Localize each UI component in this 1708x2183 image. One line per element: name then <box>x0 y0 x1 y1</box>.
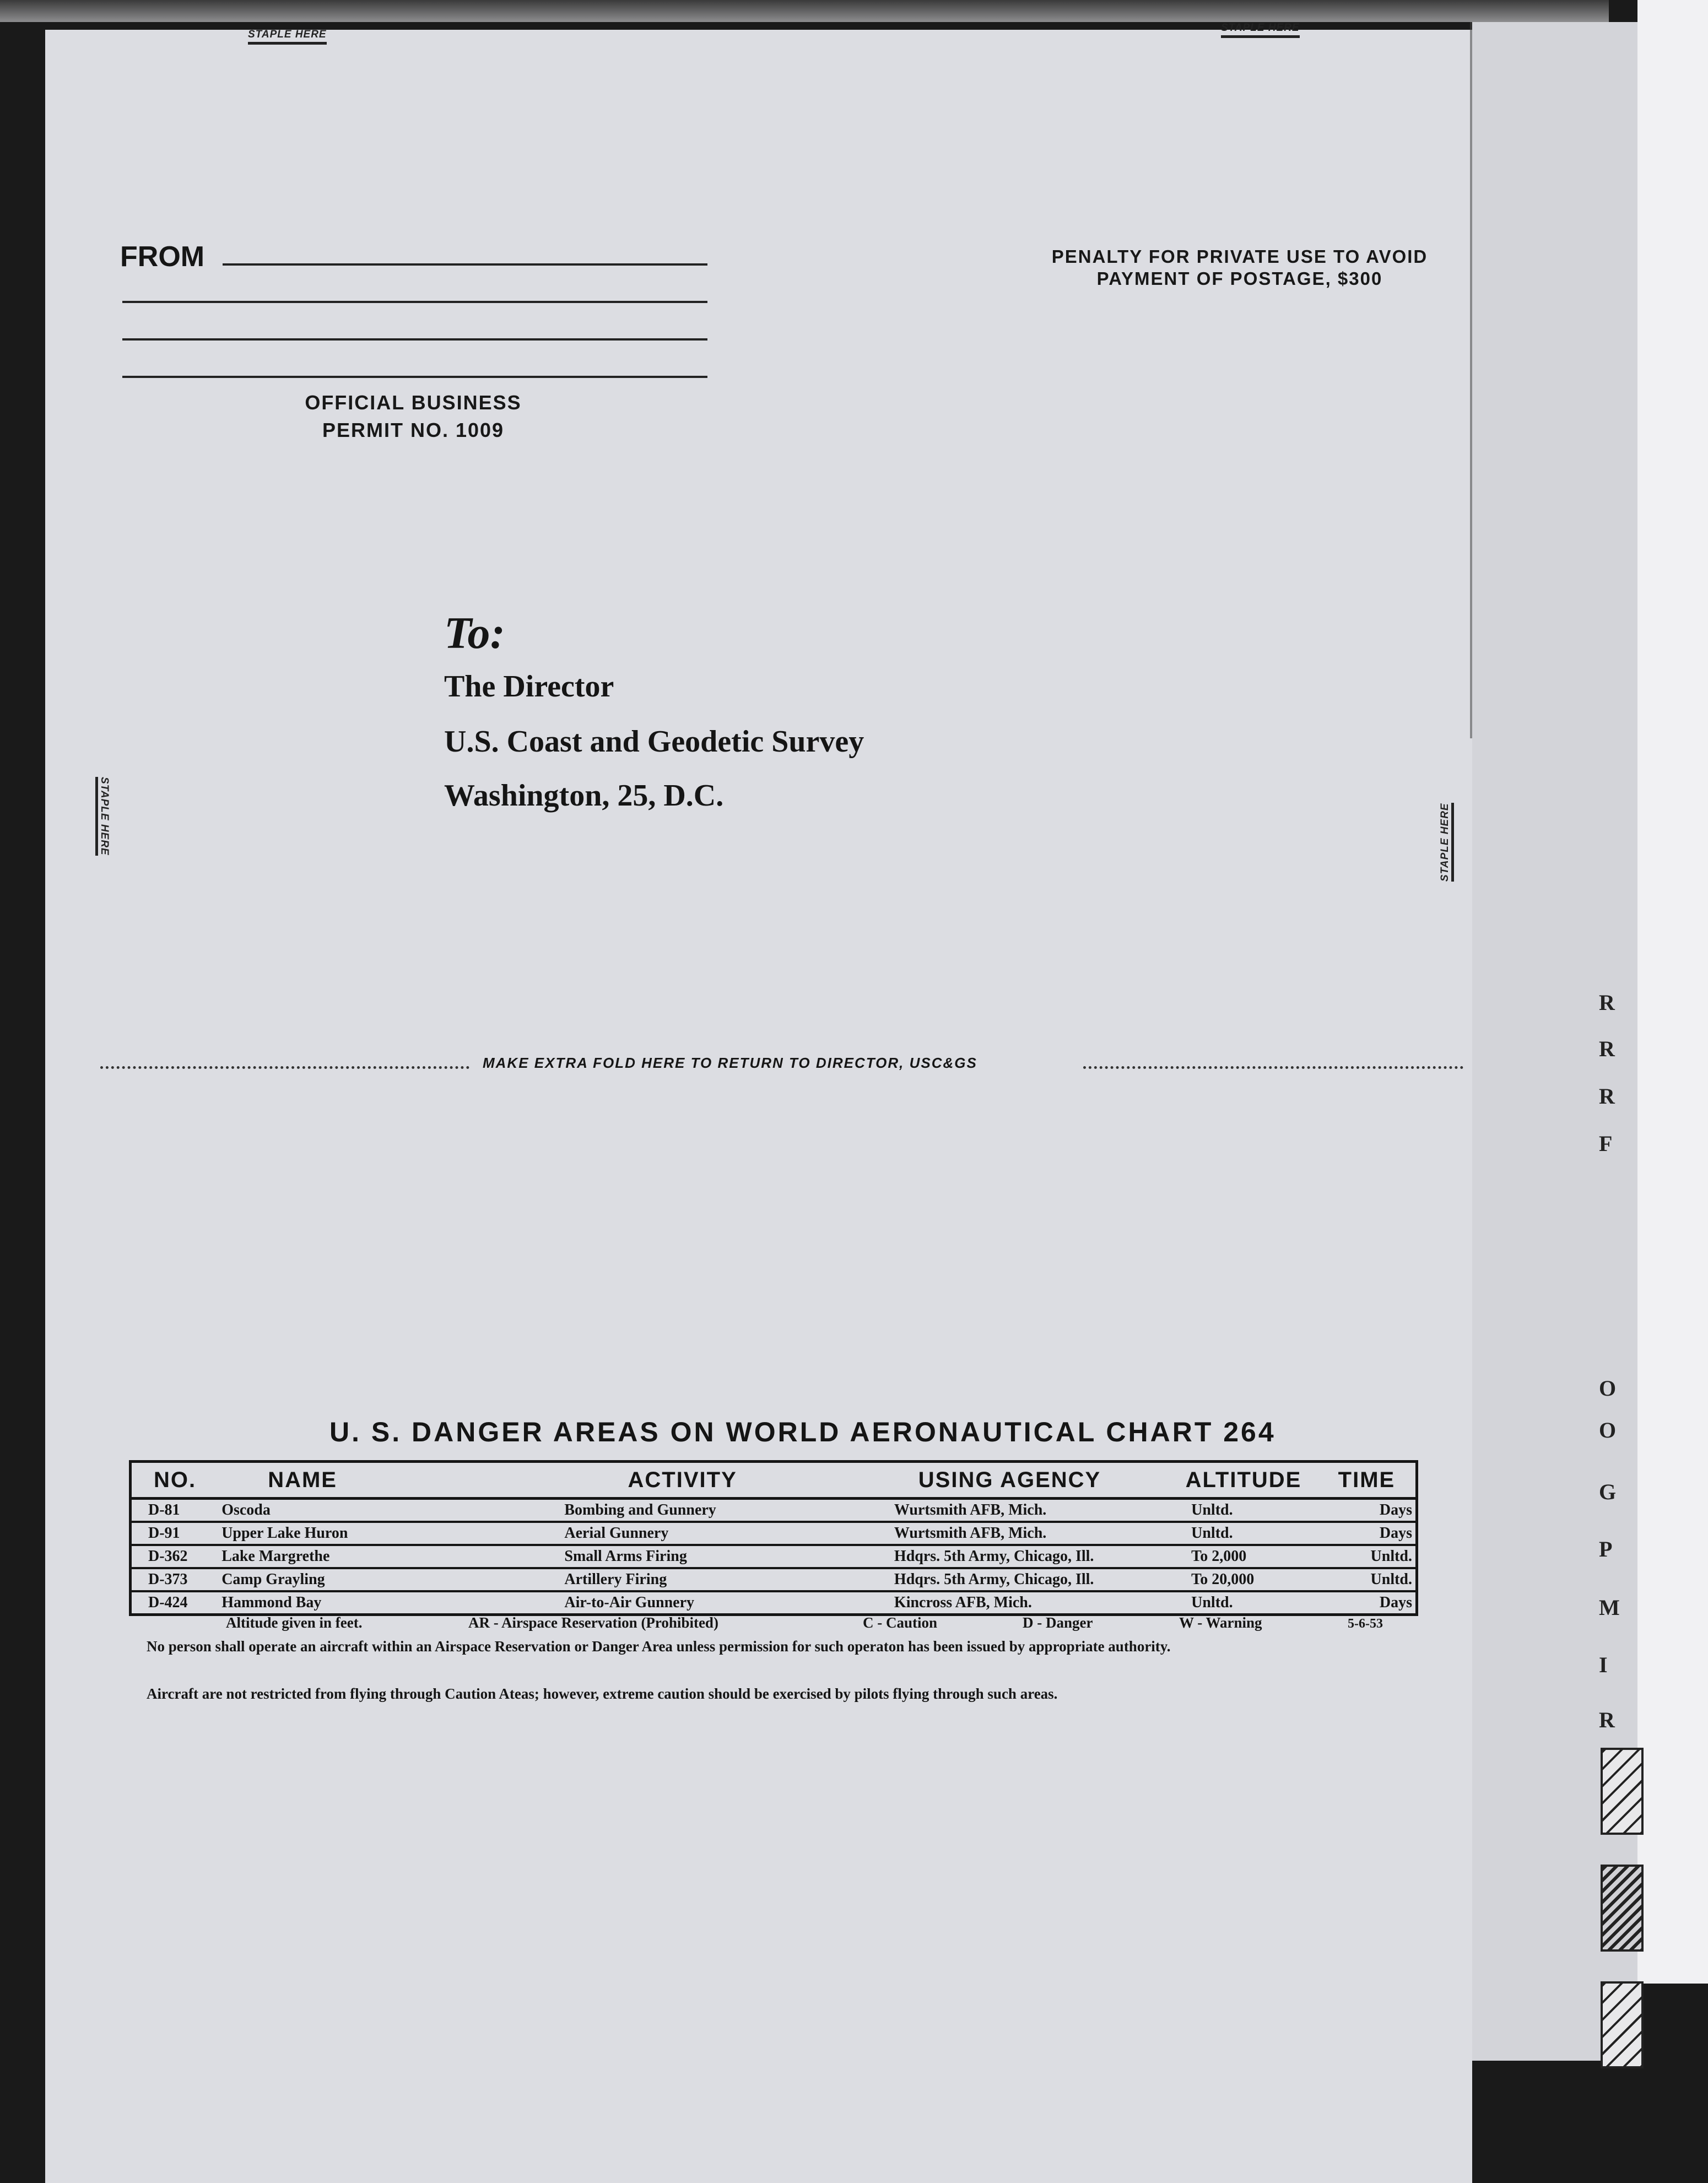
official-business-label: OFFICIAL BUSINESS <box>305 391 522 414</box>
legend-caution: C - Caution <box>863 1614 938 1631</box>
from-line-4 <box>122 376 707 378</box>
table-row <box>131 1545 1417 1568</box>
header-time: TIME <box>1318 1462 1417 1499</box>
legend-altitude: Altitude given in feet. <box>226 1614 363 1631</box>
fold-instruction: MAKE EXTRA FOLD HERE TO RETURN TO DIRECTOR, USC&GS <box>477 1055 983 1072</box>
right-strip-letter: R <box>1599 1036 1615 1061</box>
from-line-3 <box>122 338 707 341</box>
right-strip-letter: I <box>1599 1652 1608 1677</box>
cell-activity: Aerial Gunnery <box>515 1522 850 1545</box>
note-permission: No person shall operate an aircraft within an Airspace Reservation or Danger Area unless permission for such operaton has been issued by appropriate authority. <box>147 1638 1171 1655</box>
cell-agency: Kincross AFB, Mich. <box>894 1594 1032 1611</box>
table-row <box>131 1591 1417 1615</box>
address-line-2: U.S. Coast and Geodetic Survey <box>444 725 864 759</box>
penalty-line-1: PENALTY FOR PRIVATE USE TO AVOID <box>1051 246 1428 267</box>
from-line-1 <box>223 263 707 266</box>
header-no: NO. <box>131 1462 219 1499</box>
hatched-swatch <box>1601 1981 1644 2068</box>
cell-time: Days <box>1318 1522 1417 1545</box>
right-strip-letter: R <box>1599 1708 1615 1732</box>
right-strip-letter: R <box>1599 1084 1615 1109</box>
cell-time: Unltd. <box>1318 1568 1417 1591</box>
penalty-notice <box>1019 246 1460 290</box>
cell-activity: Bombing and Gunnery <box>515 1499 850 1522</box>
cell-agency: Wurtsmith AFB, Mich. <box>850 1499 1169 1522</box>
cell-altitude: Unltd. <box>1169 1522 1318 1545</box>
cell-name: Lake Margrethe <box>218 1545 515 1568</box>
cell-altitude: Unltd. <box>1169 1499 1318 1522</box>
cell-no: D-362 <box>131 1545 219 1568</box>
table-header-row <box>131 1462 1417 1499</box>
address-line-1: The Director <box>444 669 614 704</box>
right-strip-letter: O <box>1599 1418 1617 1442</box>
cell-no: D-91 <box>131 1522 219 1545</box>
cell-no: D-373 <box>131 1568 219 1591</box>
legend-warning: W - Warning <box>1179 1614 1262 1631</box>
to-label: To: <box>444 608 505 658</box>
cell-agency: Wurtsmith AFB, Mich. <box>850 1522 1169 1545</box>
hatched-swatch-dense <box>1601 1865 1644 1952</box>
cell-name: Hammond Bay <box>221 1594 322 1611</box>
right-strip-letter: G <box>1599 1479 1617 1504</box>
cell-activity: Small Arms Firing <box>515 1545 850 1568</box>
note-caution-areas: Aircraft are not restricted from flying through Caution Ateas; however, extreme caution should be exercised by pilots flying through such areas. <box>147 1685 1058 1702</box>
right-strip-letter: O <box>1599 1376 1617 1401</box>
right-strip-letter: M <box>1599 1595 1620 1620</box>
cell-name: Oscoda <box>218 1499 515 1522</box>
cell-altitude: To 20,000 <box>1169 1568 1318 1591</box>
permit-number: PERMIT NO. 1009 <box>322 419 505 441</box>
scan-top-edge <box>0 0 1609 22</box>
header-altitude: ALTITUDE <box>1169 1462 1318 1499</box>
chart-date: 5-6-53 <box>1348 1617 1383 1631</box>
cell-agency: Hdqrs. 5th Army, Chicago, Ill. <box>850 1545 1169 1568</box>
fold-dotted-line-right <box>1083 1066 1463 1069</box>
legend-airspace-reservation: AR - Airspace Reservation (Prohibited) <box>468 1614 718 1631</box>
penalty-line-2: PAYMENT OF POSTAGE, $300 <box>1096 268 1383 289</box>
cell-time: Days <box>1379 1594 1412 1611</box>
from-label: FROM <box>120 241 205 273</box>
right-strip-letter: P <box>1599 1537 1613 1561</box>
right-strip-letter: F <box>1599 1131 1613 1156</box>
fold-dotted-line-left <box>100 1066 469 1069</box>
legend-danger: D - Danger <box>1023 1614 1093 1631</box>
cell-time: Days <box>1318 1499 1417 1522</box>
cell-agency: Hdqrs. 5th Army, Chicago, Ill. <box>850 1568 1169 1591</box>
cell-name: Upper Lake Huron <box>218 1522 515 1545</box>
cell-time: Unltd. <box>1318 1545 1417 1568</box>
cell-no: D-424 <box>148 1594 188 1611</box>
fold-crease <box>1470 22 1472 738</box>
table-row <box>131 1522 1417 1545</box>
staple-mark-left: STAPLE HERE <box>95 777 110 856</box>
hatched-swatch <box>1601 1748 1644 1835</box>
right-strip-letter: R <box>1599 990 1615 1015</box>
background-page-edge <box>1637 0 1708 1984</box>
header-activity: ACTIVITY <box>515 1462 850 1499</box>
table-row <box>131 1568 1417 1591</box>
cell-altitude: To 2,000 <box>1169 1545 1318 1568</box>
cell-activity: Air-to-Air Gunnery <box>564 1594 695 1611</box>
cell-name: Camp Grayling <box>218 1568 515 1591</box>
danger-areas-title: U. S. DANGER AREAS ON WORLD AERONAUTICAL CHART 264 <box>329 1417 1276 1447</box>
official-business-block <box>237 389 590 444</box>
staple-mark-right: STAPLE HERE <box>1439 803 1454 882</box>
from-line-2 <box>122 301 707 303</box>
danger-areas-table <box>129 1460 1418 1616</box>
staple-mark-top-left: STAPLE HERE <box>248 29 327 45</box>
header-name: NAME <box>218 1462 515 1499</box>
address-line-3: Washington, 25, D.C. <box>444 779 724 813</box>
header-using-agency: USING AGENCY <box>850 1462 1169 1499</box>
return-envelope-sheet <box>45 30 1472 2183</box>
cell-activity: Artillery Firing <box>515 1568 850 1591</box>
table-row <box>131 1499 1417 1522</box>
staple-mark-top-right: STAPLE HERE <box>1221 22 1300 38</box>
cell-altitude: Unltd. <box>1191 1594 1233 1611</box>
cell-no: D-81 <box>131 1499 219 1522</box>
